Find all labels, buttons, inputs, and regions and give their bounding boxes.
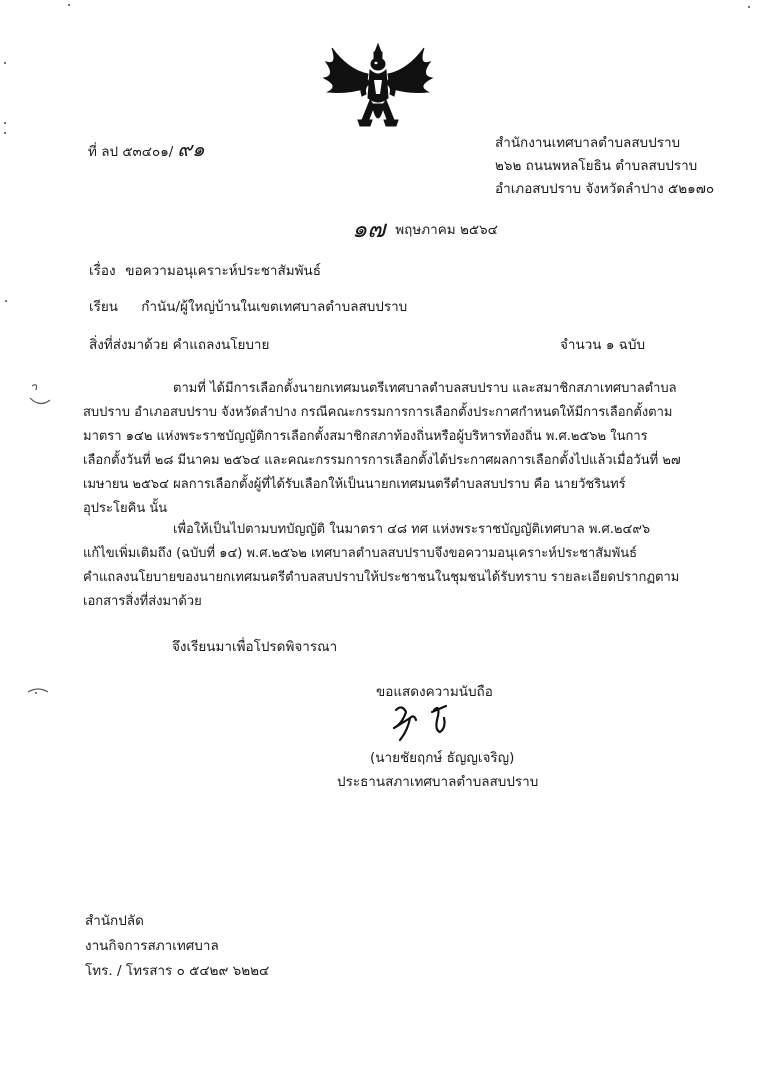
paragraph-1-line-1: ตามที่ ได้มีการเลือกตั้งนายกเทศมนตรีเทศบาลตำบลสบปราบ และสมาชิกสภาเทศบาลตำบล [173,381,677,396]
signer-title: ประธานสภาเทศบาลตำบลสบปราบ [337,774,539,790]
office-address-line1: สำนักงานเทศบาลตำบลสบปราบ [495,135,681,151]
date-day-handwritten: ๑๗ [352,215,386,243]
scan-speck [5,300,7,302]
signer-name: (นายชัยฤกษ์ ธัญญเจริญ) [370,750,515,766]
paragraph-2-line-4: เอกสารสิ่งที่ส่งมาด้วย [83,594,202,609]
regards-line: ขอแสดงความนับถือ [376,684,493,700]
enclosure-label: สิ่งที่ส่งมาด้วย [89,337,169,353]
enclosure-line [89,336,269,354]
scan-margin-mark-icon [26,380,56,410]
scan-margin-mark-icon [26,684,52,698]
subject-text: ขอความอนุเคราะห์ประชาสัมพันธ์ [125,263,322,279]
office-address-line3: อำเภอสบปราบ จังหวัดลำปาง ๕๒๑๗๐ [495,181,715,197]
scan-speck [4,62,6,64]
paragraph-1-line-4: เลือกตั้งวันที่ ๒๘ มีนาคม ๒๕๖๔ และคณะกรรมการการเลือกตั้งได้ประกาศผลการเลือกตั้งไปแล้วเมื่อวันที่ ๒๗ [83,453,681,468]
reference-number-handwritten: ๙๑ [177,137,205,161]
scan-speck [4,132,6,134]
enclosure-count: จำนวน ๑ ฉบับ [560,337,646,353]
footer-department: สำนักปลัด [85,913,144,929]
garuda-emblem-icon [318,40,438,135]
paragraph-1-line-5: เมษายน ๒๕๖๔ ผลการเลือกตั้งผู้ที่ได้รับเลือกให้เป็นนายกเทศมนตรีตำบลสบปราบ คือ นายวัชรินทร์ [83,477,626,492]
paragraph-2-line-2: แก้ไขเพิ่มเติมถึง (ฉบับที่ ๑๔) พ.ศ.๒๕๖๒ เทศบาลตำบลสบปราบจึงขอความอนุเคราะห์ประชาสัมพันธ์ [83,546,638,561]
paragraph-1-line-6: อุประโยคิน นั้น [83,501,168,516]
reference-number [88,137,205,161]
reference-number-printed: ลป ๕๓๔๐๑/ [101,144,174,160]
body-paragraph-2 [83,518,683,614]
enclosure-text: คำแถลงนโยบาย [172,337,270,353]
scan-speck [748,6,750,8]
footer-unit: งานกิจการสภาเทศบาล [85,938,219,954]
recipient-line [89,298,407,316]
paragraph-1-line-2: สบปราบ อำเภอสบปราบ จังหวัดลำปาง กรณีคณะกรรมการการเลือกตั้งประกาศกำหนดให้มีการเลือกตั้งตาม [83,405,673,420]
letter-date [352,215,498,243]
subject-line [89,262,321,280]
closing-line: จึงเรียนมาเพื่อโปรดพิจารณา [172,639,338,655]
date-month-year: พฤษภาคม ๒๕๖๔ [395,222,498,238]
scan-speck [4,122,6,124]
office-address-line2: ๒๖๒ ถนนพหลโยธิน ตำบลสบปราบ [495,158,698,174]
reference-label: ที่ [88,144,97,160]
footer-phone: โทร. / โทรสาร ๐ ๕๔๒๙ ๖๒๒๔ [85,963,270,979]
handwritten-signature-icon [388,700,468,742]
scan-speck [68,4,70,6]
body-paragraph-1 [83,377,683,521]
subject-label: เรื่อง [89,263,116,279]
recipient-text: กำนัน/ผู้ใหญ่บ้านในเขตเทศบาลตำบลสบปราบ [141,299,408,315]
paragraph-2-line-1: เพื่อให้เป็นไปตามบทบัญญัติ ในมาตรา ๔๘ ทศ แห่งพระราชบัญญัติเทศบาล พ.ศ.๒๔๙๖ [173,522,651,537]
paragraph-2-line-3: คำแถลงนโยบายของนายกเทศมนตรีตำบลสบปราบให้ประชาชนในชุมชนได้รับทราบ รายละเอียดปรากฏตาม [83,570,680,585]
recipient-label: เรียน [89,299,119,315]
paragraph-1-line-3: มาตรา ๑๔๒ แห่งพระราชบัญญัติการเลือกตั้งสมาชิกสภาท้องถิ่นหรือผู้บริหารท้องถิ่น พ.ศ.๒๕๖๒ ในการ [83,429,648,444]
